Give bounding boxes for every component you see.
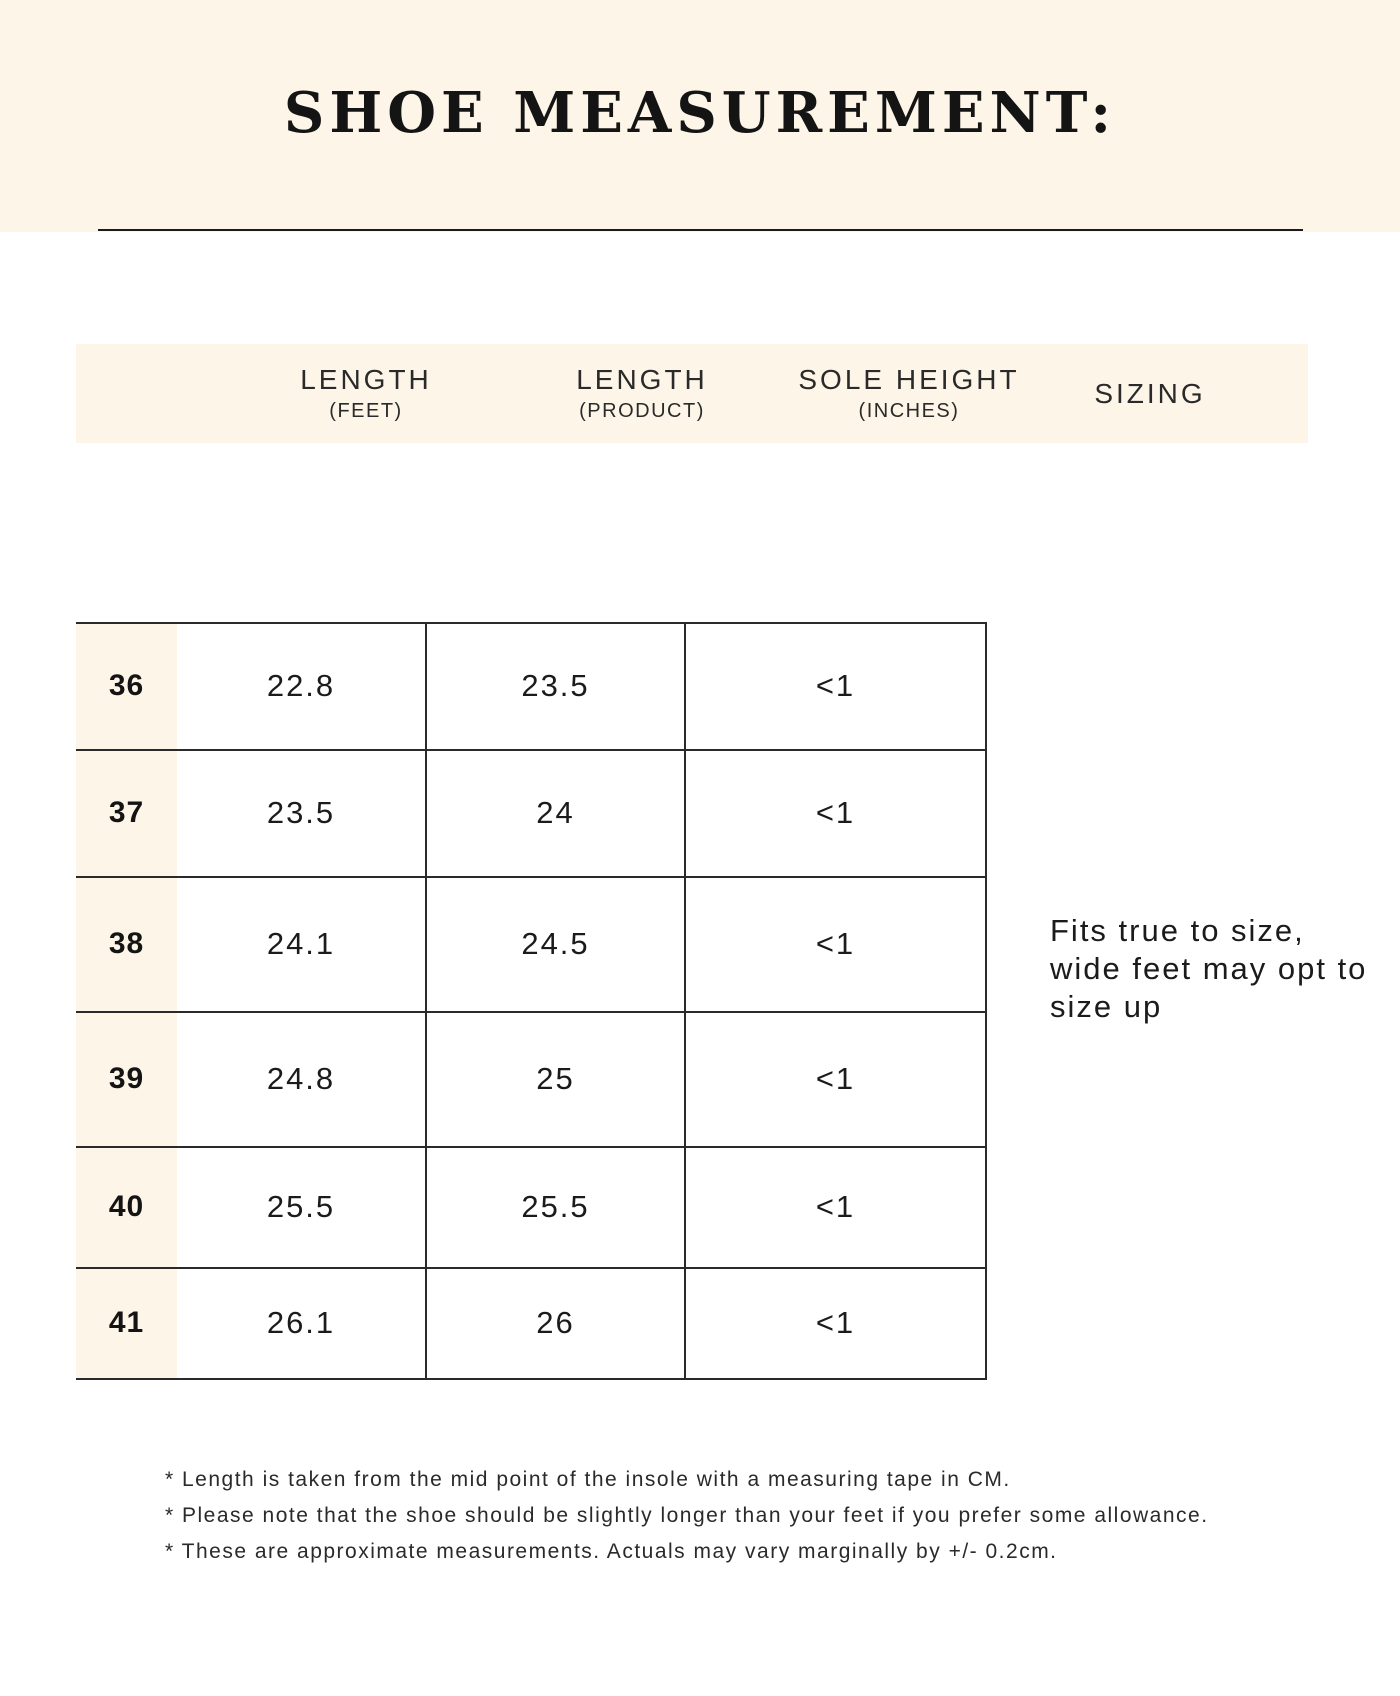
cell-length-product: 25 (536, 1060, 575, 1096)
size-label: 38 (108, 926, 145, 960)
cell-sole-height: <1 (815, 667, 856, 703)
footnote: * Please note that the shoe should be slightly longer than your feet if you prefer some allowance. (165, 1504, 1209, 1527)
cell-length-product: 24.5 (521, 925, 590, 961)
size-label: 36 (108, 668, 145, 702)
cell-length-product: 26 (536, 1304, 575, 1340)
cell-sole-height: <1 (815, 925, 856, 961)
column-header-label: LENGTH (576, 363, 708, 395)
column-header-unit: (INCHES) (858, 399, 960, 422)
cell-length-product: 25.5 (521, 1188, 590, 1224)
column-header-sizing (1050, 344, 1250, 443)
cell-length-feet: 25.5 (266, 1188, 336, 1224)
cell-sole-height: <1 (815, 1188, 856, 1224)
cell-length-product: 24 (536, 794, 575, 830)
cell-length-feet: 26.1 (266, 1304, 336, 1340)
size-label: 41 (108, 1305, 145, 1339)
title-divider (98, 229, 1303, 231)
size-label: 37 (108, 795, 145, 829)
column-header-unit: (PRODUCT) (579, 399, 705, 422)
cell-length-feet: 23.5 (266, 794, 336, 830)
sizing-note: Fits true to size, wide feet may opt to size up (1050, 913, 1368, 1024)
cell-length-product: 23.5 (521, 667, 590, 703)
column-header-sole-height (734, 344, 1084, 443)
cell-sole-height: <1 (815, 794, 856, 830)
page-title: SHOE MEASUREMENT: (283, 80, 1117, 146)
cell-length-feet: 24.1 (266, 925, 336, 961)
column-header-label: LENGTH (300, 363, 432, 395)
cell-length-feet: 24.8 (266, 1060, 336, 1096)
table-column-rule (985, 622, 987, 1380)
size-label: 39 (108, 1061, 145, 1095)
column-header-unit: (FEET) (329, 399, 403, 422)
size-label: 40 (108, 1189, 145, 1223)
column-header-label: SOLE HEIGHT (798, 363, 1020, 395)
table-rule (76, 1378, 987, 1380)
column-header-label: SIZING (1094, 377, 1206, 409)
measurement-table (76, 622, 987, 1380)
cell-length-feet: 22.8 (266, 667, 336, 703)
footnote: * These are approximate measurements. Actuals may vary marginally by +/- 0.2cm. (165, 1540, 1058, 1563)
footnote: * Length is taken from the mid point of the insole with a measuring tape in CM. (165, 1468, 1011, 1491)
cell-sole-height: <1 (815, 1060, 856, 1096)
footnotes (165, 1462, 1365, 1570)
column-header-band (76, 344, 1308, 443)
cell-sole-height: <1 (815, 1304, 856, 1340)
column-header-length-feet (216, 344, 516, 443)
